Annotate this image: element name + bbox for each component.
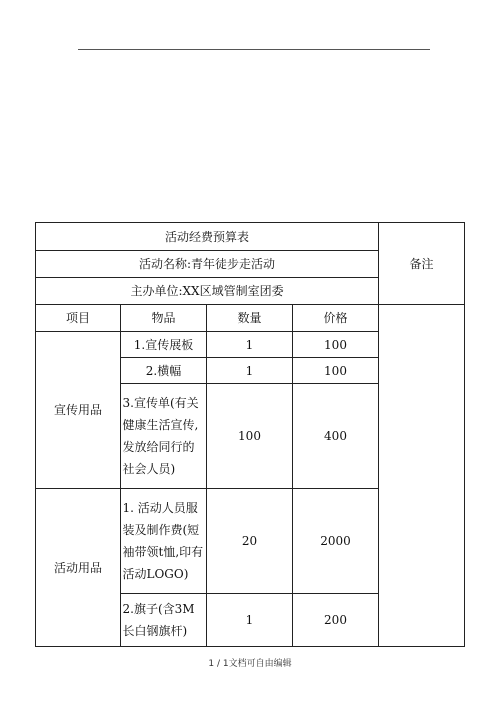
remarks-cell — [379, 305, 465, 647]
item-cell-multiline — [121, 594, 207, 647]
remarks-header: 备注 — [379, 223, 465, 305]
header-project: 项目 — [36, 305, 121, 332]
price-cell: 2000 — [293, 489, 379, 594]
organizer: 主办单位:XX区域管制室团委 — [36, 278, 379, 305]
price-cell: 200 — [293, 594, 379, 647]
table-title: 活动经费预算表 — [36, 223, 379, 251]
quantity-cell: 1 — [207, 358, 293, 384]
quantity-cell: 100 — [207, 384, 293, 489]
group-name-publicity: 宣传用品 — [36, 332, 121, 489]
item-cell: 2.横幅 — [121, 358, 207, 384]
price-cell: 100 — [293, 358, 379, 384]
price-cell: 100 — [293, 332, 379, 358]
group-name-activity: 活动用品 — [36, 489, 121, 647]
budget-table — [35, 222, 465, 647]
header-item: 物品 — [121, 305, 207, 332]
header-price: 价格 — [293, 305, 379, 332]
item-cell-multiline — [121, 489, 207, 594]
page-footer: 1 / 1文档可自由编辑 — [208, 659, 292, 669]
item-cell-multiline — [121, 384, 207, 489]
quantity-cell: 1 — [207, 594, 293, 647]
quantity-cell: 20 — [207, 489, 293, 594]
item-text: 1. 活动人员服装及制作费(短袖带领t恤,印有活动LOGO) — [122, 501, 204, 581]
quantity-cell: 1 — [207, 332, 293, 358]
header-quantity: 数量 — [207, 305, 293, 332]
item-cell: 1.宣传展板 — [121, 332, 207, 358]
item-text: 2.旗子(含3M长白钢旗杆) — [122, 602, 195, 638]
header-rule — [78, 49, 430, 50]
price-cell: 400 — [293, 384, 379, 489]
item-text: 3.宣传单(有关健康生活宣传,发放给同行的社会人员) — [122, 396, 199, 476]
activity-name: 活动名称:青年徒步走活动 — [36, 251, 379, 278]
